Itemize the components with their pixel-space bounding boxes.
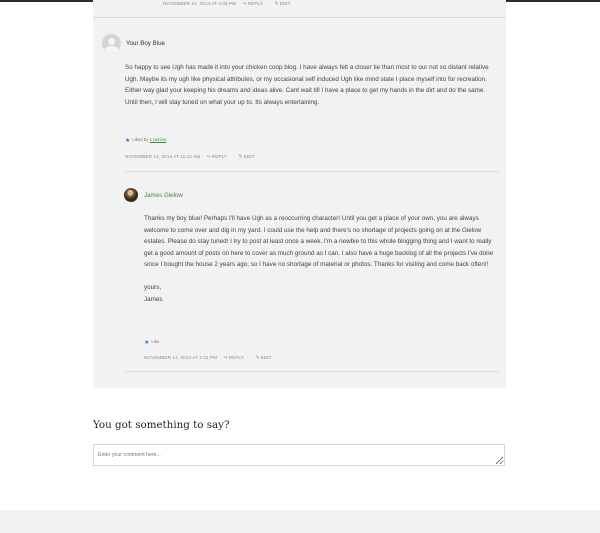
comment-paragraph: So happy to see Ugh has made it into your chicken coop blog. I have always felt a closer tie than most to our not so distant relative Ugh. Maybe its my ugh like physical attributes, or my occasional self induced Ugh like mind state I place myself into for recreation. Either way glad your keeping his dreams and ideas alive. Cant wait till I have a place to get my hands in the dirt and do the same. Until then, I will stay tuned on what your up to. Its always entertaining. — [125, 64, 489, 106]
previous-comment-meta — [163, 1, 301, 7]
pencil-icon: ✎ — [274, 1, 279, 7]
reply-form-title: You got something to say? — [93, 419, 230, 431]
comment-body — [125, 62, 498, 108]
comment-meta — [125, 154, 265, 160]
signoff-name: James — [144, 295, 163, 303]
reply-link[interactable]: ↪REPLY — [242, 1, 264, 7]
comment-author: Your Boy Blue — [126, 40, 165, 47]
reply-arrow-icon: ↪ — [223, 355, 228, 361]
pencil-icon: ✎ — [255, 355, 260, 361]
comment-input[interactable] — [93, 444, 505, 466]
edit-link[interactable]: ✎EDIT — [238, 154, 255, 160]
reply-link[interactable]: ↪REPLY — [223, 355, 245, 361]
comment-paragraph: Thanks my boy blue! Perhaps I'll have Ugh as a reoccurring character! Until you get a place of your own, you are always welcome to come over and dig in my yard. I could use the help and there's no shortage of projects going on at the Gielow estates. Please do stay tuned! I try to post at least once a week. I'm a newbie to this whole blogging thing and I want to really get a good amount of posts on here to cover as much ground as I can. I also have a huge backlog of all the projects I've done since I bought the house 2 years ago, so I have no shortage of material or photos. Thanks for visiting and come back often!! — [144, 215, 494, 269]
comment-divider — [125, 171, 499, 172]
comment-author-link[interactable]: James Gielow — [144, 192, 183, 199]
edit-link[interactable]: ✎EDIT — [274, 1, 291, 7]
reply-arrow-icon: ↪ — [206, 154, 211, 160]
liked-by-link[interactable]: 1 person — [149, 137, 167, 142]
signoff-line: yours, — [144, 283, 162, 291]
like-button[interactable]: ★ Like — [144, 339, 160, 346]
comment-meta — [144, 355, 282, 361]
like-widget[interactable]: ★ Liked by 1 person — [125, 137, 167, 144]
pencil-icon: ✎ — [238, 154, 243, 160]
comment-body — [144, 213, 494, 305]
comment-date[interactable]: NOVEMBER 14, 2014 AT 4:03 PM — [163, 1, 237, 6]
star-icon: ★ — [125, 138, 131, 144]
footer-bar — [0, 510, 600, 533]
reply-link[interactable]: ↪REPLY — [206, 154, 228, 160]
comment-date[interactable]: NOVEMBER 14, 2014 AT 11:12 AM — [125, 154, 201, 159]
edit-link[interactable]: ✎EDIT — [255, 355, 272, 361]
reply-arrow-icon: ↪ — [242, 1, 247, 7]
comment-divider — [93, 17, 506, 18]
avatar — [124, 188, 138, 202]
avatar — [102, 34, 121, 53]
comment-divider — [125, 371, 499, 372]
comment-date[interactable]: NOVEMBER 14, 2014 AT 2:41 PM — [144, 355, 218, 360]
star-icon: ★ — [144, 340, 150, 346]
